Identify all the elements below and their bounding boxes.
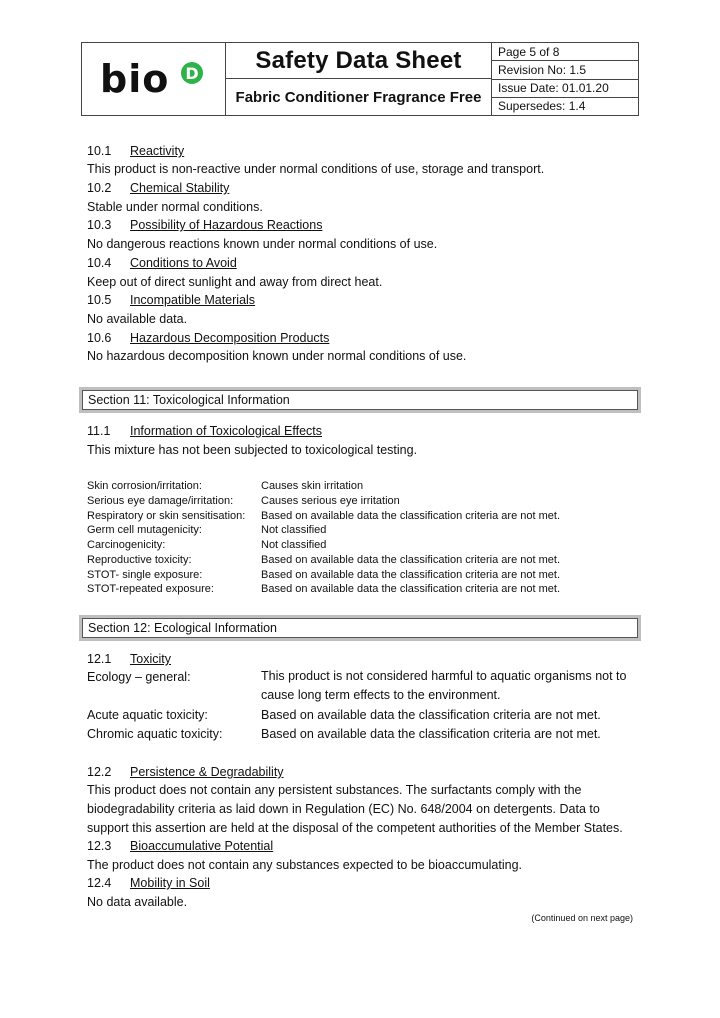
biod-logo <box>100 59 208 99</box>
subsection-heading: 11.1 Information of Toxicological Effects <box>87 424 322 438</box>
subsection-heading: 10.3 Possibility of Hazardous Reactions <box>87 218 323 232</box>
toxicology-row: Germ cell mutagenicity: Not classified <box>87 524 327 536</box>
subsection-text: biodegradability criteria as laid down in Regulation (EC) No. 648/2004 on detergents. Data to <box>87 802 600 816</box>
subsection-text: Stable under normal conditions. <box>87 200 263 214</box>
title-cell <box>226 43 492 115</box>
document-title: Safety Data Sheet <box>226 43 491 79</box>
toxicology-row: Respiratory or skin sensitisation: Based on available data the classification criteria are not met. <box>87 510 560 522</box>
toxicology-row: Reproductive toxicity: Based on available data the classification criteria are not met. <box>87 554 560 566</box>
subsection-text: No hazardous decomposition known under normal conditions of use. <box>87 349 467 363</box>
section-12-bar <box>79 615 641 641</box>
section-11-bar <box>79 387 641 413</box>
subsection-heading: 10.5 Incompatible Materials <box>87 293 256 307</box>
subsection-text: The product does not contain any substances expected to be bioaccumulating. <box>87 858 523 872</box>
toxicology-row: Serious eye damage/irritation: Causes serious eye irritation <box>87 495 400 507</box>
product-name: Fabric Conditioner Fragrance Free <box>235 88 482 106</box>
toxicology-row: STOT-repeated exposure: Based on available data the classification criteria are not met. <box>87 583 560 595</box>
subsection-text: No data available. <box>87 895 188 909</box>
ecology-row: Chromic aquatic toxicity: Based on available data the classification criteria are not met. <box>87 727 601 741</box>
subsection-text: No available data. <box>87 312 188 326</box>
subsection-text: This product is non-reactive under normal conditions of use, storage and transport. <box>87 162 545 176</box>
subsection-heading: 12.3 Bioaccumulative Potential <box>87 839 274 853</box>
subsection-text: This product does not contain any persistent substances. The surfactants comply with the <box>87 783 582 797</box>
page-number: Page 5 of 8 <box>492 43 638 61</box>
subsection-heading: 10.6 Hazardous Decomposition Products <box>87 331 330 345</box>
revision-number: Revision No: 1.5 <box>492 61 638 79</box>
continued-note: (Continued on next page) <box>531 913 633 923</box>
subsection-heading: 10.4 Conditions to Avoid <box>87 256 237 270</box>
issue-date: Issue Date: 01.01.20 <box>492 80 638 98</box>
subsection-text: Keep out of direct sunlight and away from direct heat. <box>87 275 383 289</box>
subsection-heading: 12.4 Mobility in Soil <box>87 876 210 890</box>
subsection-text: This mixture has not been subjected to toxicological testing. <box>87 443 418 457</box>
logo-text: bio <box>99 59 169 99</box>
subsection-heading: 12.2 Persistence & Degradability <box>87 765 284 779</box>
section-title: Section 11: Toxicological Information <box>82 390 638 410</box>
toxicology-row: Carcinogenicity: Not classified <box>87 539 327 551</box>
supersedes: Supersedes: 1.4 <box>498 99 586 114</box>
logo-cell <box>82 43 226 115</box>
ecology-row: Ecology – general: This product is not considered harmful to aquatic organisms not to cause long term effects to the environment. <box>87 669 627 702</box>
document-header <box>81 42 639 116</box>
subsection-heading: 10.2 Chemical Stability <box>87 181 230 195</box>
toxicology-row: Skin corrosion/irritation: Causes skin irritation <box>87 480 364 492</box>
logo-badge: D <box>184 64 199 83</box>
subsection-heading: 12.1 Toxicity <box>87 652 171 666</box>
toxicology-row: STOT- single exposure: Based on available data the classification criteria are not met. <box>87 569 560 581</box>
subsection-text: support this assertion are held at the disposal of the competent authorities of the Member States. <box>87 821 623 835</box>
subsection-text: No dangerous reactions known under normal conditions of use. <box>87 237 438 251</box>
meta-cell <box>492 43 638 115</box>
subsection-heading: 10.1 Reactivity <box>87 144 185 158</box>
section-title: Section 12: Ecological Information <box>82 618 638 638</box>
ecology-row: Acute aquatic toxicity: Based on available data the classification criteria are not met. <box>87 708 601 722</box>
